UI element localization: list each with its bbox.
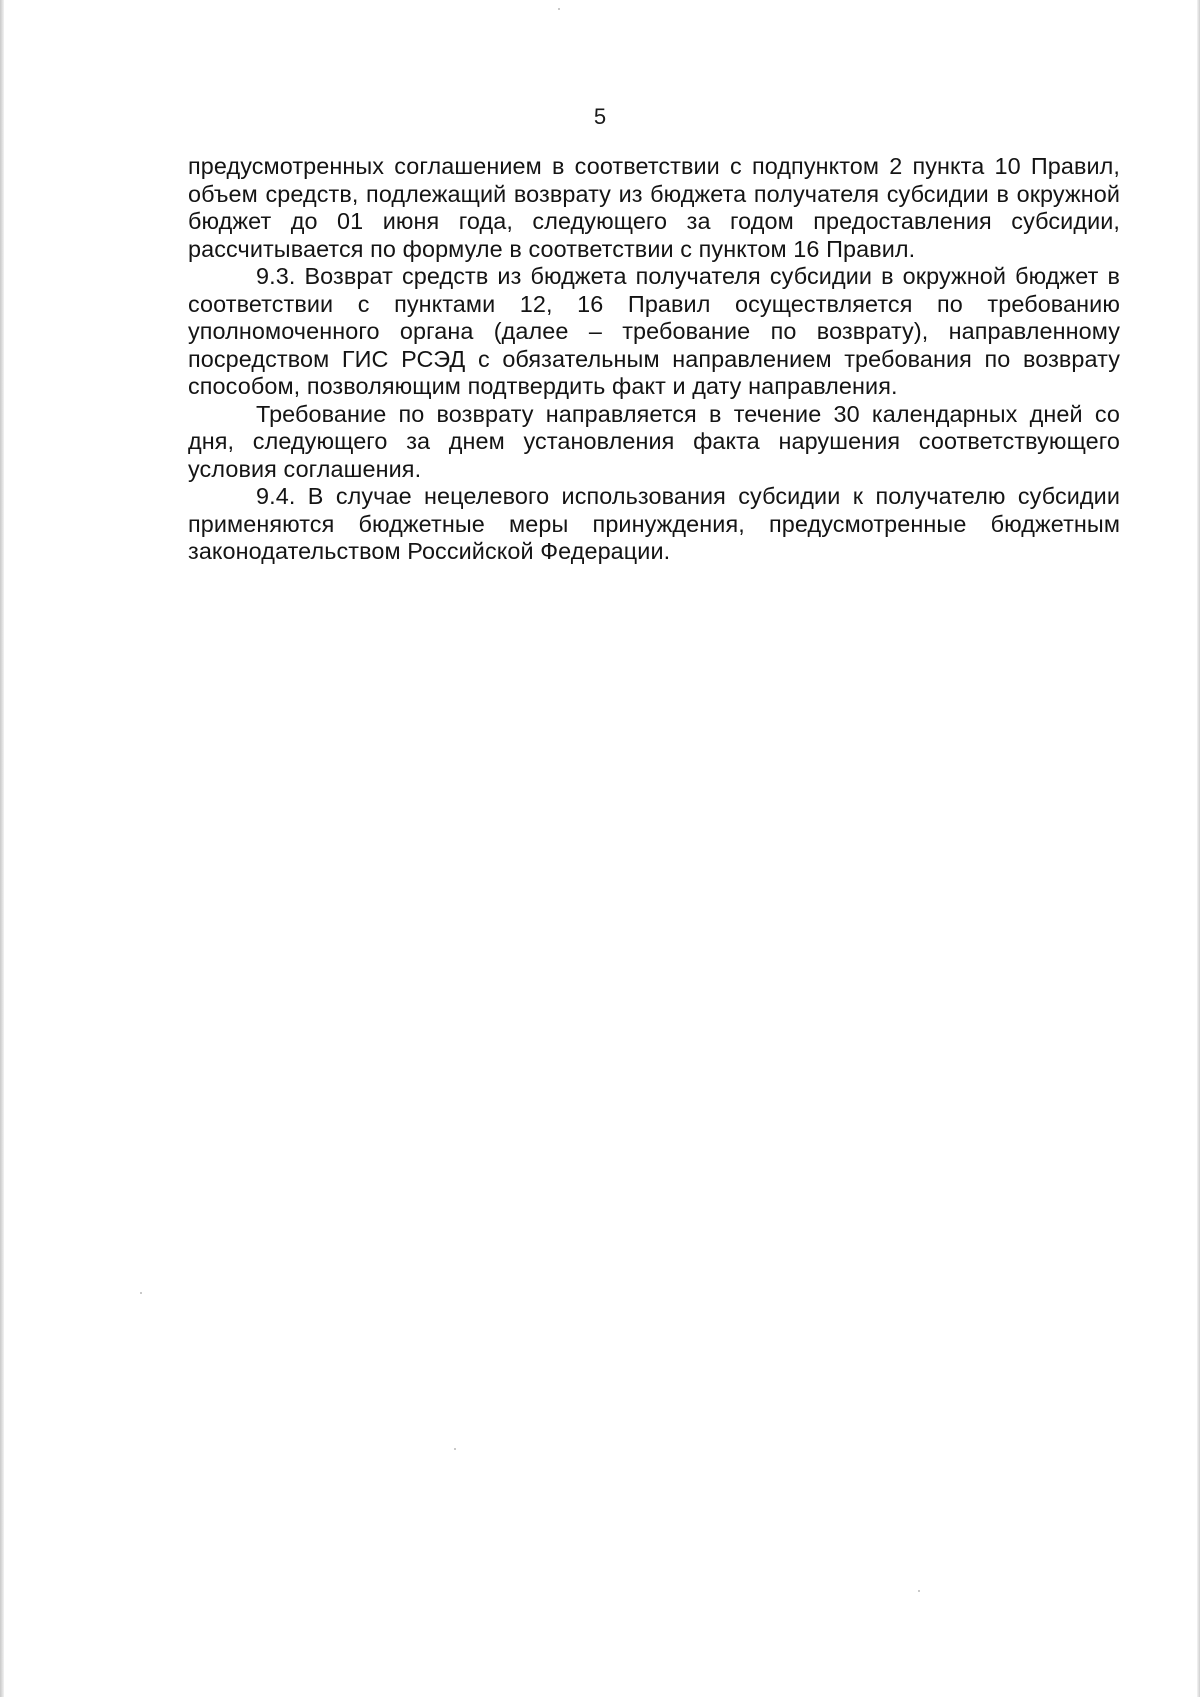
document-body <box>188 153 1120 566</box>
paragraph-9-4: 9.4. В случае нецелевого использования субсидии к получателю субсидии применяются бюджетные меры принуждения, предусмотренные бюджетным законодательством Российской Федерации. <box>188 483 1120 564</box>
paragraph-return-demand: Требование по возврату направляется в течение 30 календарных дней со дня, следующего за днем установления факта нарушения соответствующего условия соглашения. <box>188 400 1120 482</box>
page-number: 5 <box>593 104 607 129</box>
scan-speck <box>558 8 560 10</box>
scan-speck <box>918 1590 920 1592</box>
paragraph-continuation: предусмотренных соглашением в соответствии с подпунктом 2 пункта 10 Правил, объем средств, подлежащий возврату из бюджета получателя субсидии в окружной бюджет до 01 июня года, следующего за годом предоставления субсидии, рассчитывается по формуле в соответствии с пунктом 16 Правил. <box>188 153 1120 262</box>
paragraph-9-3: 9.3. Возврат средств из бюджета получателя субсидии в окружной бюджет в соответствии с пунктами 12, 16 Правил осуществляется по требованию уполномоченного органа (далее – требование по возврату), направленному посредством ГИС РСЭД с обязательным направлением требования по возврату способом, позволяющим подтвердить факт и дату направления. <box>188 263 1120 399</box>
scan-speck <box>140 1292 142 1294</box>
scan-speck <box>454 1448 456 1450</box>
scan-edge-left <box>0 0 4 1697</box>
